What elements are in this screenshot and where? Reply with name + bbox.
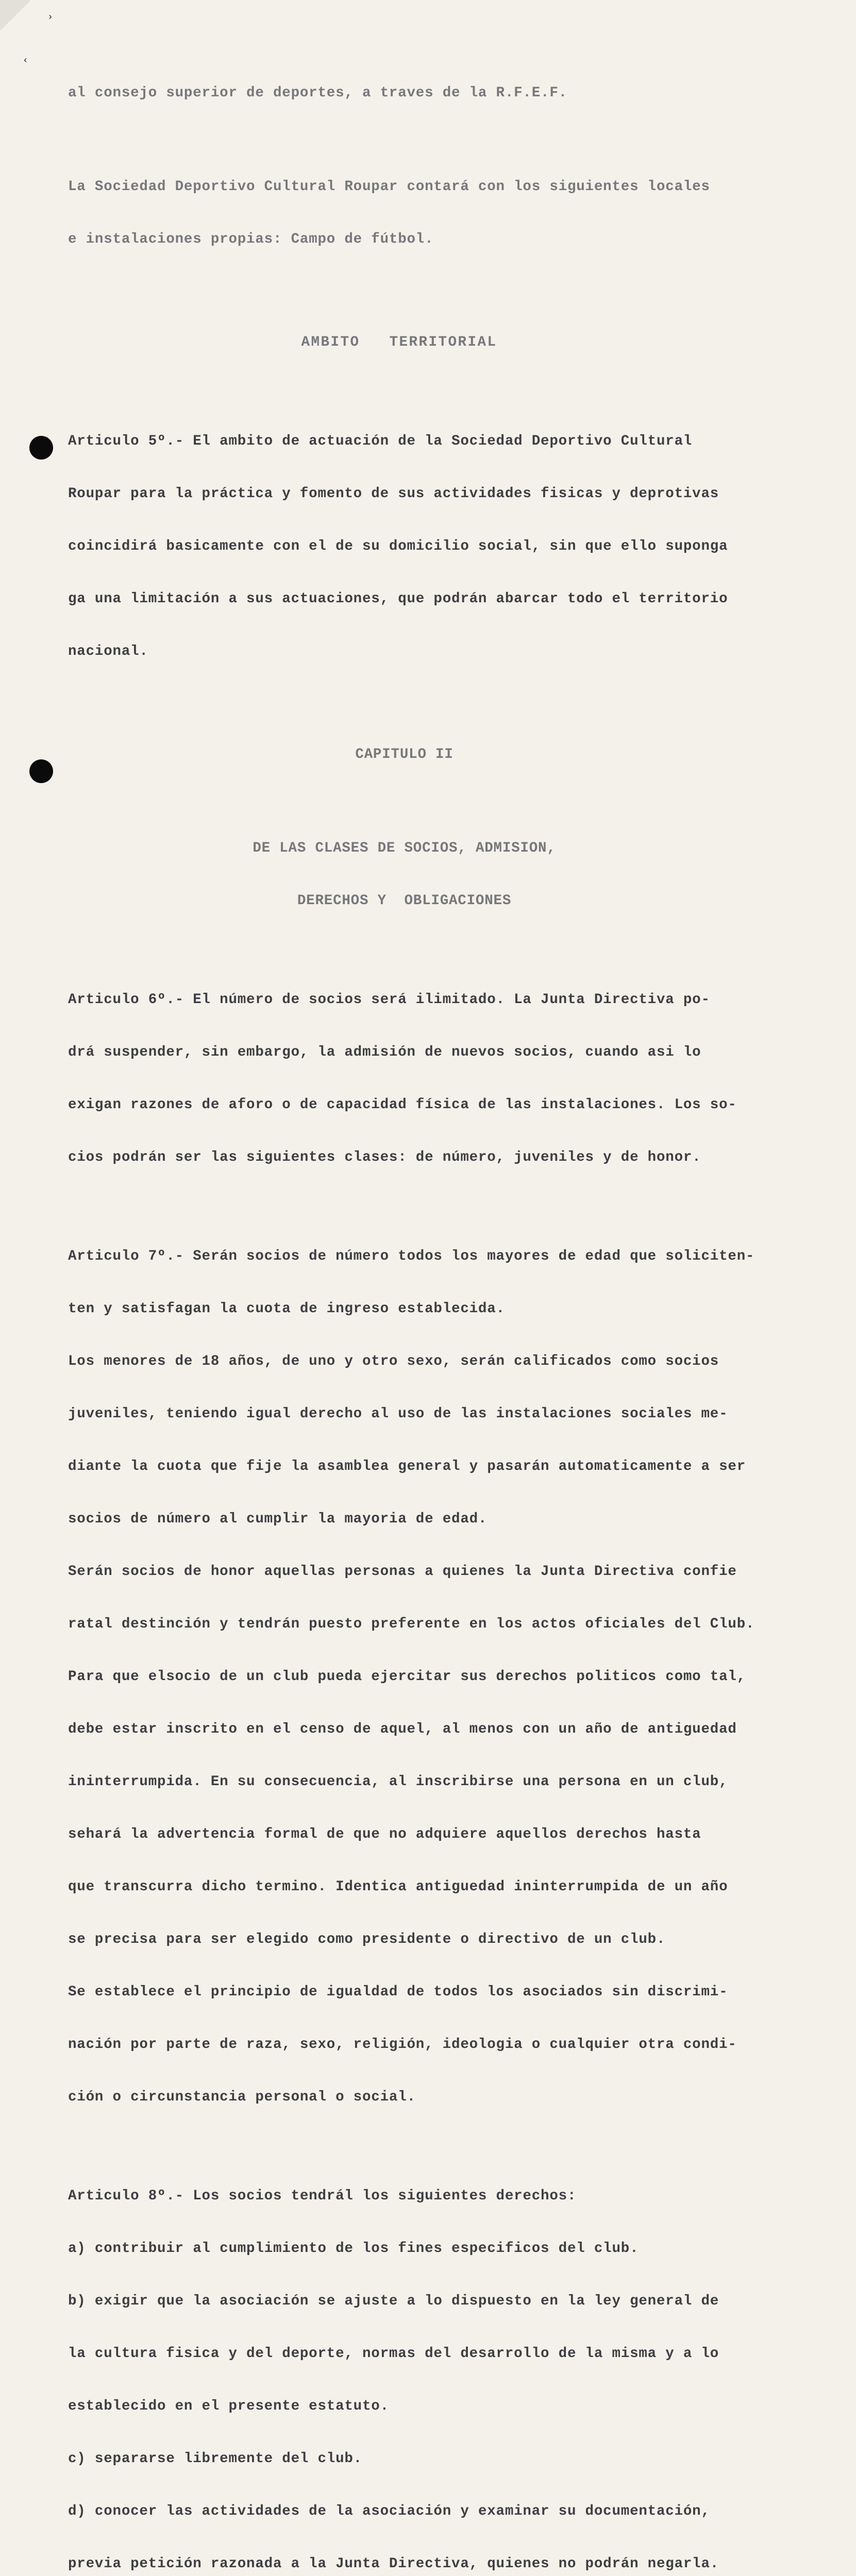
article-5-line: Roupar para la práctica y fomento de sus actividades fisicas y deprotivas — [68, 486, 719, 502]
article-8-line: a) contribuir al cumplimiento de los fines especificos del club. — [68, 2241, 639, 2257]
chapter-subheading-1: DE LAS CLASES DE SOCIOS, ADMISION, — [253, 840, 556, 856]
article-7-line: Se establece el principio de igualdad de todos los asociados sin discrimi- — [68, 1984, 728, 2000]
article-7-line: ininterrumpida. En su consecuencia, al inscribirse una persona en un club, — [68, 1774, 728, 1790]
corner-mark: › — [47, 12, 53, 23]
article-5-line: Articulo 5º.- El ambito de actuación de la Sociedad Deportivo Cultural — [68, 433, 693, 449]
article-7-line: diante la cuota que fije la asamblea general y pasarán automaticamente a ser — [68, 1459, 746, 1475]
typewritten-page — [68, 49, 844, 2576]
article-7-line: socios de número al cumplir la mayoria de edad. — [68, 1511, 488, 1527]
margin-mark: ‹ — [23, 56, 28, 66]
article-5-line: coincidirá basicamente con el de su domicilio social, sin que ello suponga — [68, 538, 728, 554]
punch-hole-top — [29, 436, 53, 460]
article-7-line: que transcurra dicho termino. Identica antiguedad ininterrumpida de un año — [68, 1879, 728, 1895]
article-7-line: Los menores de 18 años, de uno y otro sexo, serán calificados como socios — [68, 1353, 719, 1369]
heading-ambito-territorial: AMBITO TERRITORIAL — [301, 334, 497, 350]
article-5-line: nacional. — [68, 643, 148, 659]
article-8-line: establecido en el presente estatuto. — [68, 2398, 389, 2414]
article-5-line: ga una limitación a sus actuaciones, que podrán abarcar todo el territorio — [68, 591, 728, 607]
article-6-line: exigan razones de aforo o de capacidad física de las instalaciones. Los so- — [68, 1097, 737, 1113]
article-7-line: nación por parte de raza, sexo, religión, ideologia o cualquier otra condi- — [68, 2037, 737, 2053]
article-8-line: b) exigir que la asociación se ajuste a lo dispuesto en la ley general de — [68, 2293, 719, 2309]
intro-line-2a: La Sociedad Deportivo Cultural Roupar contará con los siguientes locales — [68, 179, 710, 195]
article-6-line: Articulo 6º.- El número de socios será ilimitado. La Junta Directiva po- — [68, 992, 710, 1008]
article-7-line: Articulo 7º.- Serán socios de número todos los mayores de edad que soliciten- — [68, 1248, 755, 1264]
article-7-line: juveniles, teniendo igual derecho al uso de las instalaciones sociales me- — [68, 1406, 728, 1422]
article-8-line: la cultura fisica y del deporte, normas del desarrollo de la misma y a lo — [68, 2346, 719, 2362]
article-7-line: ción o circunstancia personal o social. — [68, 2089, 416, 2105]
article-6-line: drá suspender, sin embargo, la admisión de nuevos socios, cuando asi lo — [68, 1044, 701, 1060]
article-7-line: sehará la advertencia formal de que no adquiere aquellos derechos hasta — [68, 1826, 701, 1842]
article-7-line: ten y satisfagan la cuota de ingreso establecida. — [68, 1301, 505, 1317]
article-7-line: ratal destinción y tendrán puesto preferente en los actos oficiales del Club. — [68, 1616, 755, 1632]
article-8-line: Articulo 8º.- Los socios tendrál los siguientes derechos: — [68, 2188, 577, 2204]
intro-line-2b: e instalaciones propias: Campo de fútbol. — [68, 231, 434, 247]
article-8-line: c) separarse libremente del club. — [68, 2451, 362, 2467]
chapter-subheading-2: DERECHOS Y OBLIGACIONES — [297, 893, 512, 909]
folded-corner — [0, 0, 31, 31]
article-8-line: d) conocer las actividades de la asociación y examinar su documentación, — [68, 2503, 710, 2519]
article-8-line: previa petición razonada a la Junta Directiva, quienes no podrán negarla. — [68, 2556, 719, 2572]
article-7-line: se precisa para ser elegido como presidente o directivo de un club. — [68, 1931, 666, 1947]
article-7-line: debe estar inscrito en el censo de aquel, al menos con un año de antiguedad — [68, 1721, 737, 1737]
article-6-line: cios podrán ser las siguientes clases: de número, juveniles y de honor. — [68, 1149, 701, 1165]
punch-hole-bottom — [29, 759, 53, 783]
chapter-heading: CAPITULO II — [355, 747, 454, 762]
article-7-line: Serán socios de honor aquellas personas a quienes la Junta Directiva confie — [68, 1564, 737, 1580]
article-7-line: Para que elsocio de un club pueda ejercitar sus derechos politicos como tal, — [68, 1669, 746, 1685]
intro-line-1: al consejo superior de deportes, a traves de la R.F.E.F. — [68, 85, 567, 101]
